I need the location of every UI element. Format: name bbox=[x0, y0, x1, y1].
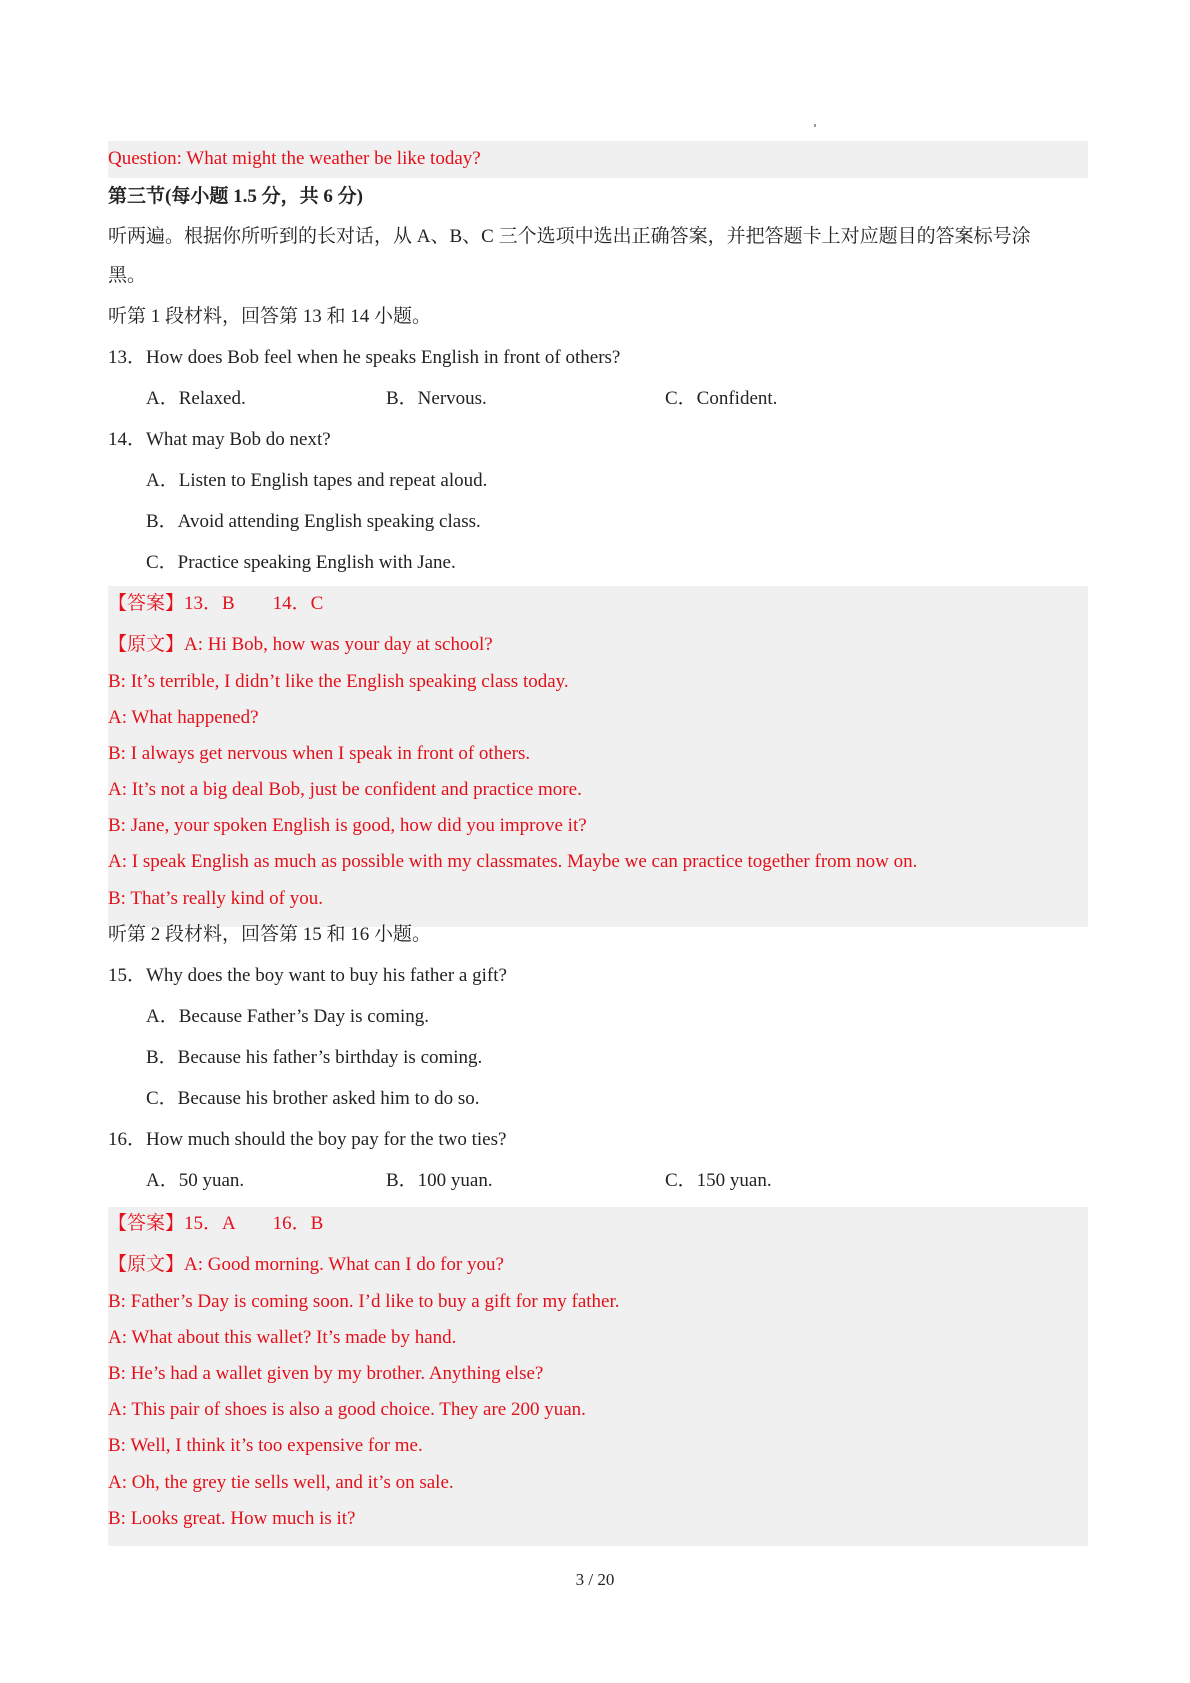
transcript-line: 【原文】A: Hi Bob, how was your day at school? bbox=[108, 634, 493, 655]
material1-answer: 【答案】13．B 14．C bbox=[108, 593, 324, 614]
q16-option-b: B．100 yuan. bbox=[386, 1170, 493, 1191]
transcript-line: A: What about this wallet? It’s made by hand. bbox=[108, 1327, 457, 1348]
transcript-line: A: Oh, the grey tie sells well, and it’s on sale. bbox=[108, 1472, 454, 1493]
transcript-line: A: What happened? bbox=[108, 707, 259, 728]
section-instructions-line2: 黑。 bbox=[108, 265, 147, 286]
q15-option-c: C．Because his brother asked him to do so. bbox=[146, 1088, 480, 1109]
q13-option-b: B．Nervous. bbox=[386, 388, 487, 409]
page-number: 3 / 20 bbox=[575, 1570, 615, 1589]
transcript-line: B: He’s had a wallet given by my brother. Anything else? bbox=[108, 1363, 544, 1384]
q14-option-a: A．Listen to English tapes and repeat aloud. bbox=[146, 470, 488, 491]
question-16: 16．How much should the boy pay for the two ties? bbox=[108, 1129, 507, 1150]
q14-option-b: B．Avoid attending English speaking class. bbox=[146, 511, 481, 532]
question-13: 13．How does Bob feel when he speaks English in front of others? bbox=[108, 347, 621, 368]
transcript-line: A: I speak English as much as possible with my classmates. Maybe we can practice together from now on. bbox=[108, 851, 918, 872]
q16-option-a: A．50 yuan. bbox=[146, 1170, 245, 1191]
material2-answer: 【答案】15．A 16．B bbox=[108, 1213, 324, 1234]
transcript-line: B: It’s terrible, I didn’t like the English speaking class today. bbox=[108, 671, 569, 692]
q15-option-a: A．Because Father’s Day is coming. bbox=[146, 1006, 430, 1027]
q15-option-b: B．Because his father’s birthday is coming. bbox=[146, 1047, 483, 1068]
transcript-line: A: It’s not a big deal Bob, just be confident and practice more. bbox=[108, 779, 582, 800]
q16-option-c: C．150 yuan. bbox=[665, 1170, 772, 1191]
material2-intro: 听第 2 段材料，回答第 15 和 16 小题。 bbox=[108, 924, 432, 945]
stray-mark bbox=[814, 124, 816, 127]
q13-option-a: A．Relaxed. bbox=[146, 388, 246, 409]
transcript-line: 【原文】A: Good morning. What can I do for you? bbox=[108, 1254, 504, 1275]
question-14: 14．What may Bob do next? bbox=[108, 429, 331, 450]
transcript-line: B: Father’s Day is coming soon. I’d like to buy a gift for my father. bbox=[108, 1291, 620, 1312]
transcript-line: B: That’s really kind of you. bbox=[108, 888, 323, 909]
section-instructions-line1: 听两遍。根据你所听到的长对话，从 A、B、C 三个选项中选出正确答案，并把答题卡上对应题目的答案标号涂 bbox=[108, 226, 1031, 247]
transcript-line: B: Well, I think it’s too expensive for me. bbox=[108, 1435, 423, 1456]
q13-option-c: C．Confident. bbox=[665, 388, 778, 409]
transcript-line: A: This pair of shoes is also a good choice. They are 200 yuan. bbox=[108, 1399, 586, 1420]
prev-question-line: Question: What might the weather be like today? bbox=[108, 148, 481, 169]
transcript-line: B: Looks great. How much is it? bbox=[108, 1508, 356, 1529]
material1-intro: 听第 1 段材料，回答第 13 和 14 小题。 bbox=[108, 306, 432, 327]
section-title: 第三节(每小题 1.5 分，共 6 分) bbox=[108, 186, 363, 207]
transcript-line: B: I always get nervous when I speak in front of others. bbox=[108, 743, 531, 764]
question-15: 15．Why does the boy want to buy his father a gift? bbox=[108, 965, 507, 986]
transcript-line: B: Jane, your spoken English is good, how did you improve it? bbox=[108, 815, 587, 836]
q14-option-c: C．Practice speaking English with Jane. bbox=[146, 552, 456, 573]
